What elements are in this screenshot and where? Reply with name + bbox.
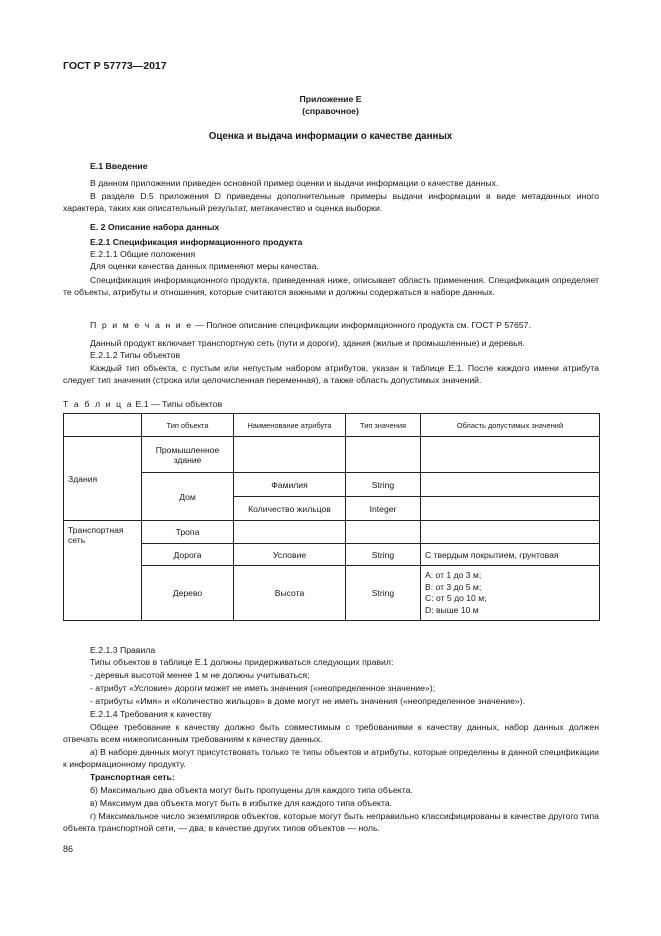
appendix-subtitle: (справочное) <box>302 106 359 116</box>
table-cell <box>346 521 421 544</box>
table-cell <box>346 437 421 473</box>
section-e213-intro: Типы объектов в таблице E.1 должны придерживаться следующих правил: <box>90 657 394 667</box>
section-e1-paragraph-2: В разделе D.5 приложения D приведены дополнительные примеры выдачи информации в виде метаданных иного характера, таких как описательный результат, метакачество и оценка выборки. <box>63 191 599 213</box>
table-header-cell: Область допустимых значений <box>421 414 600 437</box>
section-e214-item-a: а) В наборе данных могут присутствовать только те типы объектов и атрибуты, которые определены в данной спецификации к информационному продукту. <box>63 747 599 769</box>
appendix-title: Приложение E <box>299 94 362 104</box>
table-caption-label: Т а б л и ц а <box>63 399 134 409</box>
page-number: 86 <box>63 844 74 854</box>
domain-line: D: выше 10 м <box>425 604 479 615</box>
section-e2-paragraph-2: Спецификация информационного продукта, приведенная ниже, описывает область применения. Спецификация определяет те объекты, атрибуты и отношения, которые считаются важными и должны содержаться в наборе данных. <box>63 275 599 297</box>
table-cell-object-type: Дом <box>142 473 234 521</box>
table-header-cell: Наименование атрибута <box>234 414 346 437</box>
appendix-heading: Оценка и выдача информации о качестве данных <box>208 131 453 142</box>
table-cell <box>421 521 600 544</box>
note-paragraph <box>63 320 599 332</box>
document-standard-header: ГОСТ Р 57773—2017 <box>63 60 167 72</box>
table-row <box>64 544 600 566</box>
domain-line: A: от 1 до 3 м; <box>425 570 482 580</box>
section-e211-heading: E.2.1.1 Общие положения <box>90 249 196 259</box>
transport-heading: Транспортная сеть: <box>90 772 175 782</box>
object-types-table <box>63 413 600 621</box>
table-cell-object-type: Дерево <box>142 566 234 621</box>
table-row <box>64 521 600 544</box>
table-caption <box>63 399 222 411</box>
section-e1-heading: E.1 Введение <box>90 161 148 171</box>
table-row <box>64 473 600 497</box>
note-text: — Полное описание спецификации информационного продукта см. ГОСТ Р 57657. <box>192 320 531 330</box>
table-cell <box>234 437 346 473</box>
table-cell-attribute: Условие <box>234 544 346 566</box>
table-header-cell <box>64 414 142 437</box>
table-cell-attribute: Количество жильцов <box>234 497 346 521</box>
table-cell-object-type: Промышленное здание <box>142 437 234 473</box>
section-e2-paragraph-3: Данный продукт включает транспортную сеть (пути и дороги), здания (жилые и промышленные) и деревья. <box>90 338 525 348</box>
domain-line: C: от 5 до 10 м; <box>425 593 487 603</box>
rule-item: - деревья высотой менее 1 м не должны учитываться; <box>90 670 310 680</box>
section-e214-item-b: б) Максимально два объекта могут быть пропущены для каждого типа объекта. <box>90 785 413 795</box>
table-header-row <box>64 414 600 437</box>
table-cell <box>421 437 600 473</box>
section-e2-paragraph-1: Для оценки качества данных применяют меры качества. <box>90 261 319 271</box>
table-caption-text: E.1 — Типы объектов <box>133 399 223 409</box>
table-cell-value-type: Integer <box>346 497 421 521</box>
table-cell-value-type: String <box>346 544 421 566</box>
section-e212-heading: E.2.1.2 Типы объектов <box>90 350 181 360</box>
table-cell-value-type: String <box>346 566 421 621</box>
section-e214-paragraph-1: Общее требование к качеству должно быть совместимым с требованиями к качеству данных, набор данных должен отвечать всем нижеописанным требованиям к качеству данных. <box>63 722 599 744</box>
table-row <box>64 566 600 621</box>
table-cell-group: Транспортная сеть <box>64 521 142 621</box>
table-cell-domain <box>421 566 600 621</box>
rule-item: - атрибуты «Имя» и «Количество жильцов» в доме могут не иметь значения («неопределенное значение»). <box>90 696 526 706</box>
table-cell-object-type: Дорога <box>142 544 234 566</box>
rule-item: - атрибут «Условие» дороги может не иметь значения («неопределенное значение»); <box>90 683 436 693</box>
section-e214-item-v: в) Максимум два объекта могут быть в избытке для каждого типа объекта. <box>90 798 393 808</box>
table-cell-domain: С твердым покрытием, грунтовая <box>421 544 600 566</box>
section-e214-heading: E.2.1.4 Требования к качеству <box>90 709 212 719</box>
table-cell-object-type: Тропа <box>142 521 234 544</box>
section-e2-paragraph-4: Каждый тип объекта, с пустым или непустым набором атрибутов, указан в таблице E.1. После каждого имени атрибута следует тип значения (строка или целочисленная переменная), а также область допустимых значений. <box>63 363 599 385</box>
section-e214-item-g: г) Максимальное число экземпляров объектов, которые могут быть неправильно классифицированы в качестве другого типа объекта транспортной сети, — два; в качестве других типов объектов — ноль. <box>63 811 599 833</box>
table-cell <box>421 473 600 497</box>
note-label: П р и м е ч а н и е <box>90 320 193 330</box>
table-cell <box>421 497 600 521</box>
table-cell <box>234 521 346 544</box>
section-e21-heading: E.2.1 Спецификация информационного продукта <box>90 237 303 247</box>
table-cell-attribute: Фамилия <box>234 473 346 497</box>
table-cell-attribute: Высота <box>234 566 346 621</box>
table-cell-value-type: String <box>346 473 421 497</box>
table-row <box>64 437 600 473</box>
table-header-cell: Тип объекта <box>142 414 234 437</box>
section-e2-heading: E. 2 Описание набора данных <box>90 222 220 232</box>
table-cell-group: Здания <box>64 437 142 521</box>
section-e1-paragraph-1: В данном приложении приведен основной пример оценки и выдачи информации о качестве данных. <box>90 178 499 188</box>
section-e213-heading: E.2.1.3 Правила <box>90 645 156 655</box>
table-header-cell: Тип значения <box>346 414 421 437</box>
domain-line: B: от 3 до 5 м; <box>425 581 482 592</box>
